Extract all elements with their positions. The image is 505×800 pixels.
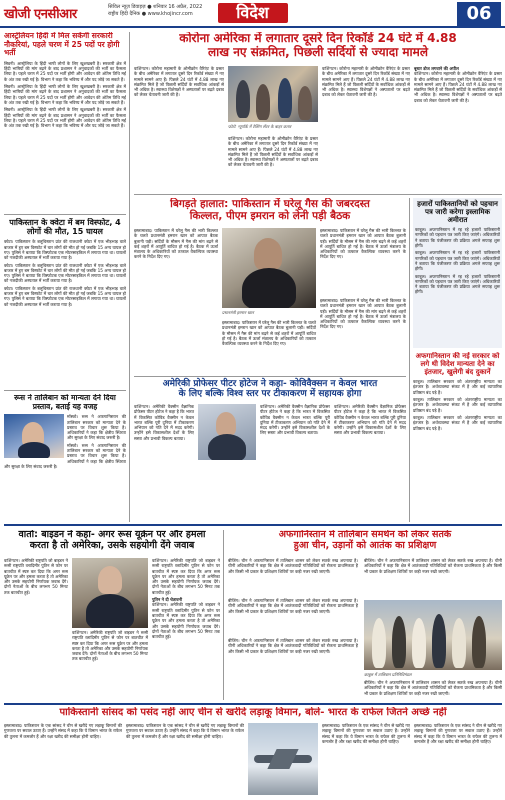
afghan-headline-1: अफगानिस्तान में तालिबान समर्थन को लेकर सतर्क [278, 530, 452, 540]
bottom-body-col4: इस्लामाबाद। पाकिस्तान के एक सांसद ने चीन से खरीदे गए लड़ाकू विमानों की गुणवत्ता पर सवाल उठाए हैं। उन्होंने संसद में कहा कि ये विमान भारत के राफेल की तुलना में कमजोर हैं और रक्षा खरीद की समीक्षा होनी चाहिए। [414, 723, 502, 744]
dateline-text: सिविल न्यूज़ डिवाइज़ ● शनिवार 16 अप्रैल, 2022 [108, 4, 203, 10]
left-mid-body-cont2: क्वेटा। पाकिस्तान के बलूचिस्तान प्रांत की राजधानी क्वेटा में एक भीड़भाड़ वाले बाजार में हुए बम विस्फोट में चार लोगों की मौत हो गई जबकि 15 अन्य घायल हो गए। पुलिस ने बताया कि विस्फोटक एक मोटरसाइकिल में लगाया गया था। घायलों को नजदीकी अस्पताल में भर्ती कराया गया है। [4, 285, 126, 307]
column-rule [223, 530, 224, 700]
biden-body-col2: वाशिंगटन। अमेरिकी राष्ट्रपति जो बाइडन ने रूसी राष्ट्रपति व्लादिमीर पुतिन से फोन पर बातचीत में स्पष्ट कर दिया कि अगर रूस यूक्रेन पर और हमला करता है तो अमेरिका और उसके सहयोगी निर्णायक जवाब देंगे। दोनों नेताओं के बीच लगभग 50 मिनट तक बातचीत हुई। [72, 630, 148, 662]
hotez-body-col1: वाशिंगटन। अमेरिकी वैक्सीन वैज्ञानिक प्रोफेसर पीटर होटेज ने कहा है कि भारत में विकसित कोविड वैक्सीन न केवल भारत बल्कि पूरी दुनिया में टीकाकरण अभियान को गति देने में मदद करेगी। उन्होंने इसे विकासशील देशों के लिए सस्ता और प्रभावी विकल्प बताया। [134, 404, 194, 441]
pak-gas-body-col3: इस्लामाबाद। पाकिस्तान में घरेलू गैस की भारी किल्लत के चलते प्रधानमंत्री इमरान खान को आपात बैठक बुलानी पड़ी। सर्दियों के मौसम में गैस की मांग बढ़ने से कई शहरों में आपूर्ति बाधित हो गई है। बैठक में ऊर्जा मंत्रालय के अधिकारियों को तत्काल वैकल्पिक व्यवस्था करने के निर्देश दिए गए। [320, 228, 406, 260]
right-low-body-cont2: काबुल। तालिबान सरकार को अंतरराष्ट्रीय मान्यता का इंतजार है। अर्थव्यवस्था संकट में है और कई व्यापारिक प्रतिष्ठान बंद पड़े हैं। [413, 414, 502, 431]
pak-gas-headline-2: किल्लत, पीएम इमरान को लेनी पड़ी बैठक [189, 210, 351, 223]
right-low-article [413, 352, 502, 522]
right-box-article [413, 198, 502, 348]
afghan-body-col1: बीजिंग। चीन ने अफगानिस्तान में तालिबान शासन को लेकर सतर्क रुख अपनाया है। चीनी अधिकारियों ने कहा कि क्षेत्र में आतंकवादी गतिविधियों को रोकना प्राथमिकता है और किसी भी प्रकार के प्रशिक्षण शिविरों पर कड़ी नजर रखी जाएगी। [228, 558, 358, 574]
column-rule [129, 32, 130, 522]
lead-photo-caption: फोटो: न्यूयॉर्क में टेस्टिंग सेंटर के बाहर कतार [228, 124, 292, 129]
lead-subhead: बूस्टर डोज लगवाने की अपील [414, 66, 459, 71]
biden-subhead: पुतिन ने दी चेतावनी [152, 597, 183, 603]
afghan-article [228, 530, 502, 700]
left-low-body-cont: मॉस्को। रूस ने अफगानिस्तान की तालिबान सरकार को मान्यता देने के प्रस्ताव पर विचार शुरू किया है। अधिकारियों ने कहा कि क्षेत्रीय स्थिरता और सुरक्षा के लिए संवाद जरूरी है। [4, 442, 126, 469]
left-mid-body-cont: क्वेटा। पाकिस्तान के बलूचिस्तान प्रांत की राजधानी क्वेटा में एक भीड़भाड़ वाले बाजार में हुए बम विस्फोट में चार लोगों की मौत हो गई जबकि 15 अन्य घायल हो गए। पुलिस ने बताया कि विस्फोटक एक मोटरसाइकिल में लगाया गया था। घायलों को नजदीकी अस्पताल में भर्ती कराया गया है। [4, 262, 126, 284]
left-low-body: मॉस्को। रूस ने अफगानिस्तान की तालिबान सरकार को मान्यता देने के प्रस्ताव पर विचार शुरू किया है। अधिकारियों ने कहा कि क्षेत्रीय स्थिरता और सुरक्षा के लिए संवाद जरूरी है। [67, 414, 126, 441]
bottom-body-col1: इस्लामाबाद। पाकिस्तान के एक सांसद ने चीन से खरीदे गए लड़ाकू विमानों की गुणवत्ता पर सवाल उठाए हैं। उन्होंने संसद में कहा कि ये विमान भारत के राफेल की तुलना में कमजोर हैं और रक्षा खरीद की समीक्षा होनी चाहिए। [4, 723, 122, 739]
hotez-article [134, 376, 406, 522]
bottom-article [4, 707, 502, 798]
left-top-headline: आस्ट्रेलियन हिंदी में मिल सकेंगी सरकारी नौकरियां, पहले चरण में 25 पदों पर होगी भर्ती [4, 32, 120, 58]
peter-hotez-photo [198, 404, 256, 460]
lead-photo [228, 66, 318, 122]
left-top-body-cont2: सिडनी। आस्ट्रेलिया के हिंदी भाषी लोगों के लिए खुशखबरी है। सरकारी क्षेत्र में हिंदी भाषियों की मांग बढ़ने के बाद प्रशासन ने अनुवादकों की भर्ती का फैसला लिया है। पहले चरण में 25 पदों पर भर्ती होगी और आवेदन की अंतिम तिथि मई के अंत तक रखी गई है। विभाग ने कहा कि भविष्य में और पद जोड़े जा सकते हैं। [4, 107, 126, 129]
lead-headline-1: कोरोना अमेरिका में लगातार दूसरे दिन रिकॉर्ड 24 घंटे में 4.88 [179, 32, 457, 45]
hotez-body-col2: वाशिंगटन। अमेरिकी वैक्सीन वैज्ञानिक प्रोफेसर पीटर होटेज ने कहा है कि भारत में विकसित कोविड वैक्सीन न केवल भारत बल्कि पूरी दुनिया में टीकाकरण अभियान को गति देने में मदद करेगी। उन्होंने इसे विकासशील देशों के लिए सस्ता और प्रभावी विकल्प बताया। [260, 404, 330, 436]
pak-gas-caption: प्रधानमंत्री इमरान खान [222, 310, 254, 315]
lead-body-col1: वाशिंगटन। कोरोना महामारी के ओमीक्रोन वैरिएंट के प्रसार के बीच अमेरिका में लगातार दूसरे दिन रिकॉर्ड संख्या में नए मामले सामने आए हैं। पिछले 24 घंटों में 4.88 लाख नए संक्रमित मिले हैं जो पिछली सर्दियों के सर्वाधिक आंकड़ों से भी अधिक है। स्वास्थ्य विशेषज्ञों ने अस्पतालों पर बढ़ते दबाव को लेकर चेतावनी जारी की है। [134, 66, 224, 98]
imran-khan-photo [222, 228, 316, 308]
right-box-body: काबुल। अफगानिस्तान में रह रहे हजारों पाकिस्तानी नागरिकों को पहचान पत्र जारी किए जाएंगे। अधिकारियों ने बताया कि पंजीकरण की प्रक्रिया अगले सप्ताह शुरू होगी। [415, 227, 500, 249]
divider [4, 390, 126, 391]
afghan-headline-2: हुआ चीन, उड़ानों को आतंक का प्रशिक्षण [293, 539, 437, 551]
bottom-body-col2: इस्लामाबाद। पाकिस्तान के एक सांसद ने चीन से खरीदे गए लड़ाकू विमानों की गुणवत्ता पर सवाल उठाए हैं। उन्होंने संसद में कहा कि ये विमान भारत के राफेल की तुलना में कमजोर हैं और रक्षा खरीद की समीक्षा होनी चाहिए। [126, 723, 244, 739]
biden-col3 [152, 558, 220, 639]
left-top-body-cont: सिडनी। आस्ट्रेलिया के हिंदी भाषी लोगों के लिए खुशखबरी है। सरकारी क्षेत्र में हिंदी भाषियों की मांग बढ़ने के बाद प्रशासन ने अनुवादकों की भर्ती का फैसला लिया है। पहले चरण में 25 पदों पर भर्ती होगी और आवेदन की अंतिम तिथि मई के अंत तक रखी गई है। विभाग ने कहा कि भविष्य में और पद जोड़े जा सकते हैं। [4, 84, 126, 105]
divider [134, 376, 406, 377]
biden-article [4, 530, 220, 700]
section-title: विदेश [218, 3, 288, 23]
afghan-caption: काबुल में तालिबान प्रतिनिधिमंडल [364, 672, 412, 677]
left-mid-headline: पाकिस्तान के क्वेटा में बम विस्फोट, 4 लोगों की मौत, 15 घायल [9, 218, 121, 237]
lead-body-col4: वाशिंगटन। कोरोना महामारी के ओमीक्रोन वैरिएंट के प्रसार के बीच अमेरिका में लगातार दूसरे दिन रिकॉर्ड संख्या में नए मामले सामने आए हैं। पिछले 24 घंटों में 4.88 लाख नए संक्रमित मिले हैं जो पिछली सर्दियों के सर्वाधिक आंकड़ों से भी अधिक है। स्वास्थ्य विशेषज्ञों ने अस्पतालों पर बढ़ते दबाव को लेकर चेतावनी जारी की है। [414, 71, 502, 103]
right-box-body-cont: काबुल। अफगानिस्तान में रह रहे हजारों पाकिस्तानी नागरिकों को पहचान पत्र जारी किए जाएंगे। अधिकारियों ने बताया कि पंजीकरण की प्रक्रिया अगले सप्ताह शुरू होगी। [415, 250, 500, 272]
fighter-jet-photo [248, 723, 318, 795]
lead-body-col2b: वाशिंगटन। कोरोना महामारी के ओमीक्रोन वैरिएंट के प्रसार के बीच अमेरिका में लगातार दूसरे दिन रिकॉर्ड संख्या में नए मामले सामने आए हैं। पिछले 24 घंटों में 4.88 लाख नए संक्रमित मिले हैं जो पिछली सर्दियों के सर्वाधिक आंकड़ों से भी अधिक है। स्वास्थ्य विशेषज्ञों ने अस्पतालों पर बढ़ते दबाव को लेकर चेतावनी जारी की है। [228, 136, 318, 168]
divider [4, 703, 502, 705]
column-rule [409, 198, 410, 522]
biden-headline-2: करता है तो अमेरिका, उसके सहयोगी देंगे जवाब [29, 539, 195, 551]
afghan-body-col1c: बीजिंग। चीन ने अफगानिस्तान में तालिबान शासन को लेकर सतर्क रुख अपनाया है। चीनी अधिकारियों ने कहा कि क्षेत्र में आतंकवादी गतिविधियों को रोकना प्राथमिकता है और किसी भी प्रकार के प्रशिक्षण शिविरों पर कड़ी नजर रखी जाएगी। [228, 638, 358, 654]
divider [134, 194, 502, 195]
biden-headline-1: वार्ता: बाइडन ने कहा- अगर रूस यूक्रेन पर और हमला [18, 530, 206, 540]
biden-body-col3b: वाशिंगटन। अमेरिकी राष्ट्रपति जो बाइडन ने रूसी राष्ट्रपति व्लादिमीर पुतिन से फोन पर बातचीत में स्पष्ट कर दिया कि अगर रूस यूक्रेन पर और हमला करता है तो अमेरिका और उसके सहयोगी निर्णायक जवाब देंगे। दोनों नेताओं के बीच लगभग 50 मिनट तक बातचीत हुई। [152, 602, 220, 640]
dateline [108, 4, 218, 18]
biden-body-col1: वाशिंगटन। अमेरिकी राष्ट्रपति जो बाइडन ने रूसी राष्ट्रपति व्लादिमीर पुतिन से फोन पर बातचीत में स्पष्ट कर दिया कि अगर रूस यूक्रेन पर और हमला करता है तो अमेरिका और उसके सहयोगी निर्णायक जवाब देंगे। दोनों नेताओं के बीच लगभग 50 मिनट तक बातचीत हुई। [4, 558, 68, 595]
afghan-body-col2b: बीजिंग। चीन ने अफगानिस्तान में तालिबान शासन को लेकर सतर्क रुख अपनाया है। चीनी अधिकारियों ने कहा कि क्षेत्र में आतंकवादी गतिविधियों को रोकना प्राथमिकता है और किसी भी प्रकार के प्रशिक्षण शिविरों पर कड़ी नजर रखी जाएगी। [364, 680, 502, 696]
pak-gas-body-col3b: इस्लामाबाद। पाकिस्तान में घरेलू गैस की भारी किल्लत के चलते प्रधानमंत्री इमरान खान को आपात बैठक बुलानी पड़ी। सर्दियों के मौसम में गैस की मांग बढ़ने से कई शहरों में आपूर्ति बाधित हो गई है। बैठक में ऊर्जा मंत्रालय के अधिकारियों को तत्काल वैकल्पिक व्यवस्था करने के निर्देश दिए गए। [320, 298, 406, 330]
right-low-headline: अफगानिस्तान की नई सरकार को लगे थी विदेश मान्यता देने का इंतजार, खुलेगी बंद दुकानें [415, 352, 500, 377]
left-mid-body: क्वेटा। पाकिस्तान के बलूचिस्तान प्रांत की राजधानी क्वेटा में एक भीड़भाड़ वाले बाजार में हुए बम विस्फोट में चार लोगों की मौत हो गई जबकि 15 अन्य घायल हो गए। पुलिस ने बताया कि विस्फोटक एक मोटरसाइकिल में लगाया गया था। घायलों को नजदीकी अस्पताल में भर्ती कराया गया है। [4, 239, 126, 261]
hotez-headline-1: अमेरिकी प्रोफेसर पीटर होटेज ने कहा- कोविवैक्सन न केवल भारत [162, 379, 378, 389]
afghan-body-col2: बीजिंग। चीन ने अफगानिस्तान में तालिबान शासन को लेकर सतर्क रुख अपनाया है। चीनी अधिकारियों ने कहा कि क्षेत्र में आतंकवादी गतिविधियों को रोकना प्राथमिकता है और किसी भी प्रकार के प्रशिक्षण शिविरों पर कड़ी नजर रखी जाएगी। [364, 558, 502, 574]
left-mid-article [4, 218, 126, 388]
divider [4, 214, 126, 215]
left-low-article [4, 394, 126, 522]
bottom-body-col3: इस्लामाबाद। पाकिस्तान के एक सांसद ने चीन से खरीदे गए लड़ाकू विमानों की गुणवत्ता पर सवाल उठाए हैं। उन्होंने संसद में कहा कि ये विमान भारत के राफेल की तुलना में कमजोर हैं और रक्षा खरीद की समीक्षा होनी चाहिए। [322, 723, 410, 744]
left-top-article [4, 32, 126, 212]
taliban-delegation-photo [364, 600, 502, 670]
right-box-body-cont2: काबुल। अफगानिस्तान में रह रहे हजारों पाकिस्तानी नागरिकों को पहचान पत्र जारी किए जाएंगे। अधिकारियों ने बताया कि पंजीकरण की प्रक्रिया अगले सप्ताह शुरू होगी। [415, 273, 500, 295]
russia-official-photo [4, 414, 64, 458]
right-low-body-cont: काबुल। तालिबान सरकार को अंतरराष्ट्रीय मान्यता का इंतजार है। अर्थव्यवस्था संकट में है और कई व्यापारिक प्रतिष्ठान बंद पड़े हैं। [413, 397, 502, 413]
afghan-body-col1b: बीजिंग। चीन ने अफगानिस्तान में तालिबान शासन को लेकर सतर्क रुख अपनाया है। चीनी अधिकारियों ने कहा कि क्षेत्र में आतंकवादी गतिविधियों को रोकना प्राथमिकता है और किसी भी प्रकार के प्रशिक्षण शिविरों पर कड़ी नजर रखी जाएगी। [228, 598, 358, 614]
left-top-body: सिडनी। आस्ट्रेलिया के हिंदी भाषी लोगों के लिए खुशखबरी है। सरकारी क्षेत्र में हिंदी भाषियों की मांग बढ़ने के बाद प्रशासन ने अनुवादकों की भर्ती का फैसला लिया है। पहले चरण में 25 पदों पर भर्ती होगी और आवेदन की अंतिम तिथि मई के अंत तक रखी गई है। विभाग ने कहा कि भविष्य में और पद जोड़े जा सकते हैं। [4, 60, 126, 82]
right-box-headline: हजारों पाकिस्तानियों को पहचान पत्र जारी करेगा इस्लामिक अमीरात [417, 200, 498, 225]
biden-photo [72, 558, 148, 628]
left-low-headline: रूस ने तालिबान को मान्यता देने दिया प्रस्ताव, बताई यह वजह [14, 394, 116, 411]
hotez-headline-2: के लिए बल्कि विश्व स्तर पर टीकाकरण में सहायक होगा [178, 389, 362, 400]
right-low-body: काबुल। तालिबान सरकार को अंतरराष्ट्रीय मान्यता का इंतजार है। अर्थव्यवस्था संकट में है और कई व्यापारिक प्रतिष्ठान बंद पड़े हैं। [413, 379, 502, 395]
masthead-bar [0, 0, 505, 28]
biden-body-col3: वाशिंगटन। अमेरिकी राष्ट्रपति जो बाइडन ने रूसी राष्ट्रपति व्लादिमीर पुतिन से फोन पर बातचीत में स्पष्ट कर दिया कि अगर रूस यूक्रेन पर और हमला करता है तो अमेरिका और उसके सहयोगी निर्णायक जवाब देंगे। दोनों नेताओं के बीच लगभग 50 मिनट तक बातचीत हुई। [152, 558, 220, 595]
pak-gas-headline-1: बिगड़ते हालात: पाकिस्तान में घरेलू गैस की जबरदस्त [170, 198, 370, 210]
lead-article [134, 32, 502, 192]
lead-headline-2: लाख नए संक्रमित, पिछली सर्दियों से ज्यादा मामले [208, 44, 428, 59]
page-number: 06 [457, 2, 501, 26]
pak-gas-article [134, 198, 406, 374]
pak-gas-body-col1: इस्लामाबाद। पाकिस्तान में घरेलू गैस की भारी किल्लत के चलते प्रधानमंत्री इमरान खान को आपात बैठक बुलानी पड़ी। सर्दियों के मौसम में गैस की मांग बढ़ने से कई शहरों में आपूर्ति बाधित हो गई है। बैठक में ऊर्जा मंत्रालय के अधिकारियों को तत्काल वैकल्पिक व्यवस्था करने के निर्देश दिए गए। [134, 228, 218, 260]
hotez-body-col3: वाशिंगटन। अमेरिकी वैक्सीन वैज्ञानिक प्रोफेसर पीटर होटेज ने कहा है कि भारत में विकसित कोविड वैक्सीन न केवल भारत बल्कि पूरी दुनिया में टीकाकरण अभियान को गति देने में मदद करेगी। उन्होंने इसे विकासशील देशों के लिए सस्ता और प्रभावी विकल्प बताया। [334, 404, 406, 436]
pak-gas-body-col2: इस्लामाबाद। पाकिस्तान में घरेलू गैस की भारी किल्लत के चलते प्रधानमंत्री इमरान खान को आपात बैठक बुलानी पड़ी। सर्दियों के मौसम में गैस की मांग बढ़ने से कई शहरों में आपूर्ति बाधित हो गई है। बैठक में ऊर्जा मंत्रालय के अधिकारियों को तत्काल वैकल्पिक व्यवस्था करने के निर्देश दिए गए। [222, 320, 317, 347]
edition-text: राष्ट्रीय हिंदी दैनिक ● www.khojincr.com [108, 11, 193, 17]
masthead-logo: खोजी एनसीआर [4, 7, 77, 22]
divider [4, 524, 502, 526]
lead-body-col3: वाशिंगटन। कोरोना महामारी के ओमीक्रोन वैरिएंट के प्रसार के बीच अमेरिका में लगातार दूसरे दिन रिकॉर्ड संख्या में नए मामले सामने आए हैं। पिछले 24 घंटों में 4.88 लाख नए संक्रमित मिले हैं जो पिछली सर्दियों के सर्वाधिक आंकड़ों से भी अधिक है। स्वास्थ्य विशेषज्ञों ने अस्पतालों पर बढ़ते दबाव को लेकर चेतावनी जारी की है। [322, 66, 410, 98]
bottom-headline: पाकिस्तानी सांसद को पसंद नहीं आए चीन से खरीदे लड़ाकू विमान, बोले- भारत के राफेल जितने अच्छे नहीं [59, 707, 447, 718]
lead-col4 [414, 66, 502, 103]
